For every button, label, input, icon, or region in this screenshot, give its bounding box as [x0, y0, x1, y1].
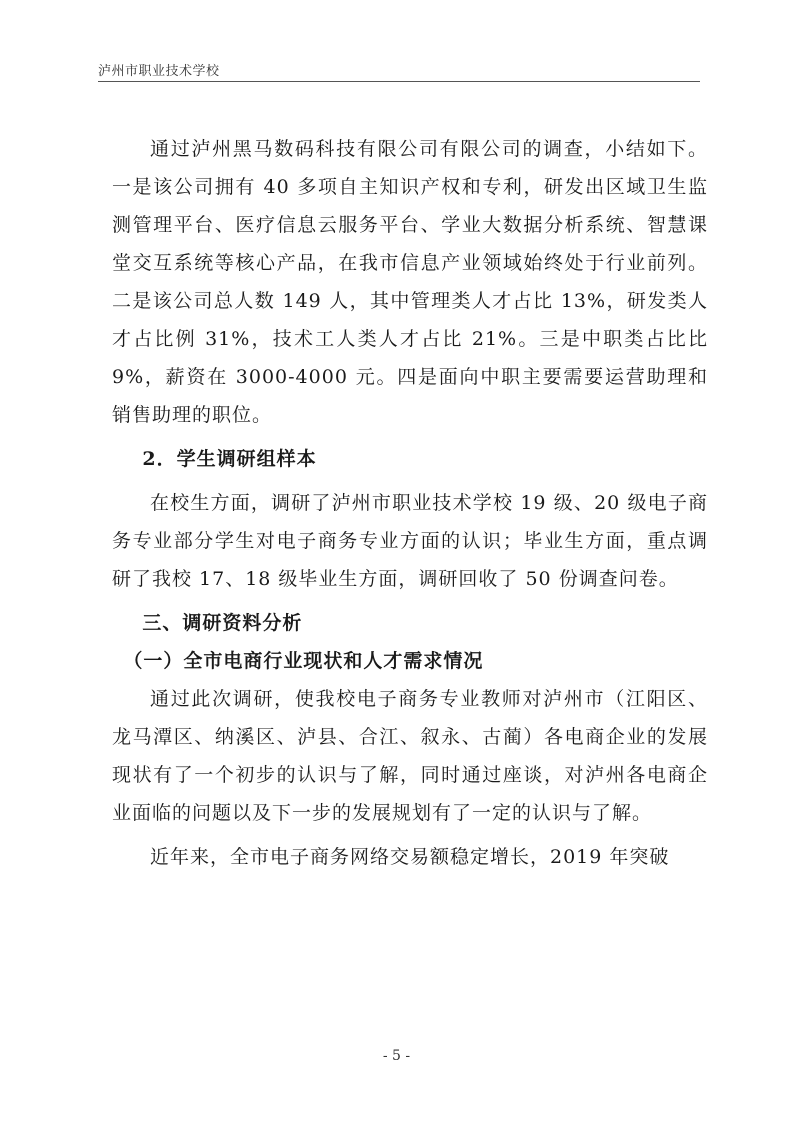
paragraph-student-survey: 在校生方面，调研了泸州市职业技术学校 19 级、20 级电子商务专业部分学生对电子商务专业方面的认识；毕业生方面，重点调研了我校 17、18 级毕业生方面，调研回收了 50 份调查问卷。 — [112, 492, 708, 590]
header-divider — [98, 81, 700, 82]
paragraph-industry-status: 通过此次调研，使我校电子商务专业教师对泸州市（江阳区、龙马潭区、纳溪区、泸县、合江、叙永、古蔺）各电商企业的发展现状有了一个初步的认识与了解，同时通过座谈，对泸州各电商企业面临的问题以及下一步的发展规划有了一定的认识与了解。 — [112, 688, 708, 824]
document-body — [112, 130, 708, 876]
heading-student-sample: 2．学生调研组样本 — [142, 448, 317, 470]
paragraph-transaction-growth: 近年来，全市电子商务网络交易额稳定增长，2019 年突破 — [150, 846, 670, 868]
heading-analysis: 三、调研资料分析 — [142, 612, 303, 634]
page-number: - 5 - — [382, 1048, 411, 1064]
running-header: 泸州市职业技术学校 — [98, 64, 220, 79]
paragraph-company-survey: 通过泸州黑马数码科技有限公司有限公司的调查，小结如下。一是该公司拥有 40 多项自主知识产权和专利，研发出区域卫生监测管理平台、医疗信息云服务平台、学业大数据分析系统、智慧课堂交互系统等核心产品，在我市信息产业领域始终处于行业前列。二是该公司总人数 149 人，其中管理类人才占比 13%，研发类人才占比例 31%，技术工人类人才占比 21%。三是中职类占比比 9%，薪资在 3000-4000 元。四是面向中职主要需要运营助理和销售助理的职位。 — [112, 138, 708, 426]
heading-industry-status: （一）全市电商行业现状和人才需求情况 — [123, 650, 484, 672]
